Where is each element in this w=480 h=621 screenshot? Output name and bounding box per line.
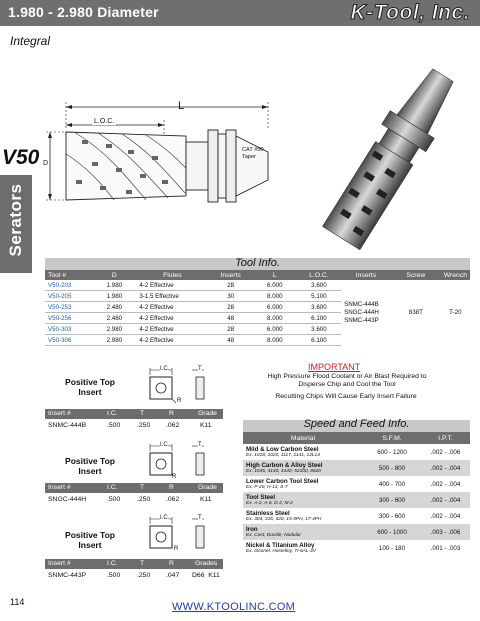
material-name: Stainless Steel [246,510,290,517]
cell-l: 6.000 [253,324,297,335]
tool-render-image [300,60,460,255]
col-insert-number: Insert # [48,484,71,491]
cell-t: .250 [137,422,151,429]
material-example: Ex. P-20, H-13, S-7 [246,485,288,490]
material-example: Ex. 1045, 4140, 4340, 52100, 8620 [246,469,321,474]
cell-d: 2.980 [92,324,136,335]
cell-insert-number: SNMC-443P [48,572,87,579]
insert-1-title [55,377,125,397]
taper-line-2: Taper [242,154,256,160]
col-sfm: S.F.M. [363,432,421,444]
material-name: Mild & Low Carbon Steel [246,446,319,453]
cell-insert-number: SNMC-444B [48,422,87,429]
col-material: Material [243,432,363,444]
col-flutes: Flutes [136,270,208,280]
dim-t-label: T [198,442,202,448]
cell-loc: 3.600 [297,302,341,313]
table-row [243,524,470,540]
col-tool-number: Tool # [45,270,92,280]
cell-flutes: 4-2 Effective [136,324,208,335]
material-example: Ex. A-2, A-6, D-2, M-2 [246,501,293,506]
table-row [243,476,470,492]
tool-link[interactable]: V50-303 [45,324,92,335]
col-ic: I.C. [107,484,118,491]
cell-insert-number: SNGC-444H [48,496,87,503]
cell-flutes: 3-1.5 Effective [136,291,208,302]
col-ic: I.C. [107,560,118,567]
tool-info-title: Tool Info. [235,257,280,269]
cell-material [243,476,363,492]
cell-ipt: .001 - .003 [430,544,461,552]
cell-inserts: 48 [208,313,252,324]
cell-sfm: 300 - 600 [378,512,406,520]
cell-l: 6.000 [253,280,297,291]
dim-d-label: D [43,160,49,167]
insert-title-line-2: Insert [78,387,102,397]
dim-t-label: T [198,515,202,521]
cell-inserts: 28 [208,324,252,335]
cell-d: 2.480 [92,302,136,313]
cell-material [243,508,363,524]
page-subtitle: Integral [10,34,51,48]
table-row [243,540,470,556]
dim-ic-label: I.C. [160,366,170,372]
cell-ipt: .003 - .006 [421,524,470,540]
diameter-range: 1.980 - 2.980 Diameter [8,4,159,20]
insert-title-line-2: Insert [78,466,102,476]
col-grades: Grades [195,560,218,567]
tool-link[interactable]: V50-306 [45,335,92,346]
table-row [45,280,470,291]
cell-ipt: .002 - .006 [430,448,461,456]
taper-line-1: CAT #50 [242,147,264,153]
cell-d: 2.980 [92,335,136,346]
col-ic: I.C. [107,410,118,417]
tool-link[interactable]: V50-256 [45,313,92,324]
col-r: R [169,410,174,417]
col-insert-number: Insert # [48,410,71,417]
material-example: Ex. 1018, 1020, 1117, 1141, 12L14 [246,453,320,458]
important-heading: IMPORTANT [308,362,361,372]
table-row [243,492,470,508]
cell-l: 8.000 [253,335,297,346]
dim-loc-label: L.O.C. [94,118,115,125]
shared-wrench-cell: T-20 [449,309,462,317]
cell-material [243,524,363,540]
material-name: High Carbon & Alloy Steel [246,462,323,469]
cell-l: 8.000 [253,313,297,324]
col-l: L [253,270,297,280]
cell-d: 1.980 [92,280,136,291]
series-code: V50 [2,146,40,169]
col-r: R [169,560,174,567]
cell-t: .250 [137,496,151,503]
col-insert-number: Insert # [48,560,71,567]
insert-2-header [45,483,223,493]
cell-grade: K11 [200,422,212,429]
insert-2-title [55,456,125,476]
important-line-1: High Pressure Flood Coolant or Air Blast Required to [267,373,427,380]
cell-sfm: 500 - 800 [363,460,421,476]
insert-3-row [45,571,223,581]
website-link[interactable]: WWW.KTOOLINC.COM [172,601,296,613]
insert-title-line-2: Insert [78,540,102,550]
dim-l-label: L [178,100,185,112]
col-t: T [140,484,145,491]
page-number: 114 [10,597,25,607]
cell-d: 1.980 [92,291,136,302]
cell-inserts: 48 [208,335,252,346]
col-r: R [169,484,174,491]
col-grade: Grade [198,484,217,491]
cell-ic: .500 [107,496,121,503]
col-loc: L.O.C. [297,270,341,280]
cell-sfm: 400 - 700 [378,480,406,488]
important-line-2: Disperse Chip and Cool the Tool [298,381,396,388]
shared-screw-cell: 838T [408,309,423,317]
insert-3-header [45,559,223,569]
material-example: Ex. Cast, Ductile, Nodular [246,533,301,538]
cell-r: .062 [166,422,180,429]
taper-callout [242,147,264,161]
cell-inserts: 28 [208,280,252,291]
tool-link[interactable]: V50-253 [45,302,92,313]
cell-flutes: 4-2 Effective [136,302,208,313]
col-ipt: I.P.T. [421,432,470,444]
shared-inserts-cell [341,280,391,346]
col-insert-types: Inserts [341,270,391,280]
speed-feed-header-row [243,432,470,444]
cell-l: 6.000 [253,302,297,313]
cell-flutes: 4-2 Effective [136,280,208,291]
cell-loc: 3.600 [297,324,341,335]
insert-title-line-1: Positive Top [65,377,115,387]
cell-sfm: 300 - 600 [363,492,421,508]
col-inserts: Inserts [208,270,252,280]
insert-title-line-1: Positive Top [65,456,115,466]
cell-ipt: .002 - .004 [430,480,461,488]
table-row [243,508,470,524]
tool-link[interactable]: V50-205 [45,291,92,302]
cell-loc: 3.600 [297,280,341,291]
col-t: T [140,410,145,417]
cell-loc: 6.100 [297,313,341,324]
important-note: Recutting Chips Will Cause Early Insert Failure [275,393,417,400]
cell-ipt: .002 - .004 [430,512,461,520]
shared-insert-2: SNGC-444H [344,308,379,316]
cell-inserts: 28 [208,302,252,313]
cell-material [243,460,363,476]
col-t: T [140,560,145,567]
cell-sfm: 100 - 180 [378,544,406,552]
dim-ic-label: I.C. [160,442,170,448]
insert-1-row [45,421,223,431]
cell-flutes: 4-2 Effective [136,335,208,346]
dim-r-label: R [172,474,177,480]
speed-feed-table [243,432,470,556]
material-name: Nickel & Titanium Alloy [246,542,315,549]
cell-ipt: .002 - .004 [421,492,470,508]
dim-t-label: T [198,366,202,372]
insert-1-header [45,409,223,419]
cell-inserts: 30 [208,291,252,302]
tool-link[interactable]: V50-203 [45,280,92,291]
cell-ic: .500 [107,572,121,579]
cell-l: 8.000 [253,291,297,302]
brand-logo: K-Tool, Inc. [350,1,470,24]
cell-loc: 6.100 [297,335,341,346]
dim-r-label: R [177,398,182,404]
col-screw: Screw [391,270,441,280]
dim-ic-label: I.C. [160,515,170,521]
cell-r: .047 [166,572,180,579]
speed-feed-title: Speed and Feed Info. [303,418,410,430]
shared-insert-1: SNMC-444B [344,300,379,308]
material-example: Ex. 304, 316, 420, 15-5PH, 17-4PH [246,517,322,522]
col-grade: Grade [198,410,217,417]
tool-info-header-row [45,270,470,280]
col-d: D [92,270,136,280]
shared-insert-3: SNMC-443P [344,316,379,324]
cell-t: .250 [137,572,151,579]
important-body [262,373,432,389]
table-row [243,460,470,476]
col-wrench: Wrench [441,270,470,280]
cell-sfm: 600 - 1000 [363,524,421,540]
tool-info-table [45,270,470,346]
cell-grades: D66 K11 [192,572,220,579]
material-name: Lower Carbon Tool Steel [246,478,319,485]
cell-material [243,540,363,556]
cell-ipt: .002 - .004 [421,460,470,476]
cell-d: 2.480 [92,313,136,324]
side-tab-label: Serators [6,183,25,257]
cell-material [243,492,363,508]
cell-r: .062 [166,496,180,503]
insert-3-title [55,530,125,550]
cell-grade: K11 [200,496,212,503]
material-name: Tool Steel [246,494,276,501]
cell-sfm: 600 - 1200 [377,448,407,456]
insert-2-diagram [140,442,220,482]
insert-2-row [45,495,223,505]
cell-flutes: 4-2 Effective [136,313,208,324]
insert-3-diagram [140,515,220,555]
material-name: Iron [246,526,258,533]
table-row [243,444,470,460]
cell-material [243,444,363,460]
cell-loc: 5.100 [297,291,341,302]
dim-r-label: R [174,546,179,552]
cell-ic: .500 [107,422,121,429]
insert-title-line-1: Positive Top [65,530,115,540]
material-example: Ex. Inconel, Hastelloy, Ti-6AL-4V [246,549,316,554]
